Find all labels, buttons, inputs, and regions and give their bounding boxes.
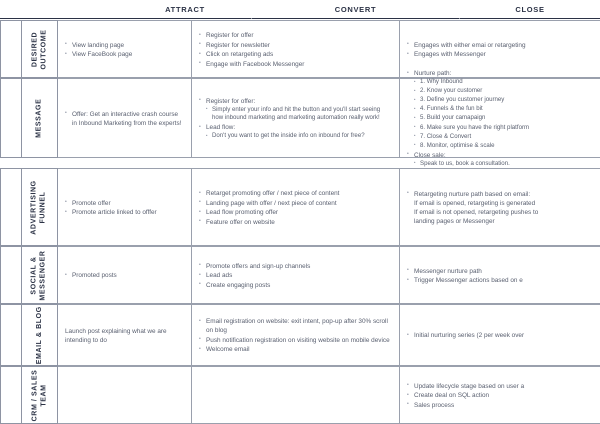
cell-continuation-line: If email is not opened, retargeting pushes to — [414, 209, 539, 217]
cell-email-blog-close — [399, 304, 600, 366]
list-item-text: Nurture path: — [414, 70, 452, 78]
list-item: • Create deal on SQL action — [407, 391, 593, 400]
table-row — [0, 366, 600, 424]
bullet-list — [199, 31, 392, 69]
list-item: • Trigger Messenger actions based on e — [407, 276, 593, 285]
cell-desired-outcome-attract — [58, 20, 191, 78]
list-item — [199, 123, 392, 141]
cell-desired-outcome-convert — [191, 20, 399, 78]
list-item: • Promote offer — [65, 199, 184, 208]
list-item: • 5. Build your camapaign — [414, 114, 593, 123]
row-label-line1: DESIRED — [31, 31, 39, 67]
list-item: • Engages with Messenger — [407, 50, 593, 59]
row-label-line2: FUNNEL — [39, 191, 47, 224]
cell-advertising-funnel-convert — [191, 168, 399, 246]
column-header-close — [459, 0, 600, 19]
column-header-convert-label: CONVERT — [334, 4, 377, 14]
list-item: • Engage with Facebook Messenger — [199, 60, 392, 69]
list-item: • Lead ads — [199, 271, 392, 280]
row-outer-frame-crm-sales-team — [0, 366, 22, 424]
list-item: • Register for offer — [199, 31, 392, 40]
cell-advertising-funnel-attract — [58, 168, 191, 246]
row-label-line1: EMAIL & BLOG — [35, 305, 43, 365]
column-header-convert — [251, 0, 459, 19]
table-row — [0, 246, 600, 304]
bullet-list — [407, 267, 593, 286]
list-item: • Speak to us, book a consultation. — [414, 160, 593, 169]
cell-message-close — [399, 70, 600, 167]
sub-bullet-list — [414, 78, 593, 150]
bullet-list — [199, 317, 392, 355]
list-item: • Email registration on website: exit intent, pop-up after 30% scroll on blog — [199, 317, 392, 335]
bullet-list — [199, 97, 392, 142]
list-item: • Engages with either emai or retargeting — [407, 41, 593, 50]
cell-continuation-line: If email is opened, retargeting is generated — [414, 200, 536, 208]
list-item — [199, 97, 392, 123]
table-row — [0, 168, 600, 246]
list-item: • Create engaging posts — [199, 281, 392, 290]
bullet-list — [199, 189, 392, 227]
bullet-list — [407, 331, 593, 341]
table-row — [0, 304, 600, 366]
list-item: • Landing page with offer / next piece of content — [199, 199, 392, 208]
cell-social-messenger-close — [399, 246, 600, 304]
row-label-line2: OUTCOME — [39, 29, 47, 69]
row-label-line1: MESSAGE — [35, 98, 43, 138]
list-item: • Feature offer on website — [199, 218, 392, 227]
list-item: • Update lifecycle stage based on user a — [407, 382, 593, 391]
row-outer-frame-social-messenger — [0, 246, 22, 304]
list-item: • Sales process — [407, 401, 593, 410]
bullet-list — [65, 271, 184, 281]
row-outer-frame-desired-outcome — [0, 20, 22, 78]
sub-bullet-list — [206, 132, 392, 141]
list-item: • Simply enter your info and hit the button and you'll start seeing how inbound marketing and marketing automation really work! — [206, 106, 392, 123]
row-label-crm-sales-team — [22, 366, 58, 424]
row-outer-frame-message — [0, 78, 22, 158]
row-label-line1: ADVERTISING — [31, 179, 39, 235]
cell-advertising-funnel-close — [399, 168, 600, 246]
list-item — [407, 151, 593, 169]
cell-crm-sales-team-close — [399, 366, 600, 424]
bullet-list — [65, 199, 184, 218]
column-header-attract — [119, 0, 251, 19]
cell-email-blog-attract — [58, 304, 191, 366]
bullet-list — [65, 41, 184, 60]
list-item: • 7. Close & Convert — [414, 133, 593, 142]
table-header-row — [0, 0, 600, 19]
list-item: • Lead flow promoting offer — [199, 208, 392, 217]
cell-plain-text: Launch post explaining what we are intending to do — [65, 328, 167, 344]
row-label-line1: CRM / SALES — [31, 369, 38, 421]
row-label-line1: SOCIAL & — [31, 255, 39, 295]
list-item: • Don't you want to get the inside info on inbound for free? — [206, 132, 392, 141]
row-label-line2: TEAM — [39, 383, 47, 407]
list-item: • Welcome email — [199, 345, 392, 354]
list-item-text: Close sale: — [414, 151, 446, 159]
bullet-list — [65, 110, 184, 129]
row-label-advertising-funnel — [22, 168, 58, 246]
cell-message-convert — [191, 78, 399, 158]
cell-continuation-line: landing pages or Messenger — [414, 218, 495, 226]
row-outer-frame-email-blog — [0, 304, 22, 366]
cell-crm-sales-team-convert — [191, 366, 399, 424]
cell-crm-sales-team-attract — [58, 366, 191, 424]
list-item: • Promoted posts — [65, 271, 184, 280]
list-item: • 6. Make sure you have the right platform — [414, 124, 593, 133]
cell-email-blog-convert — [191, 304, 399, 366]
list-item: • Initial nurturing series (2 per week over — [407, 331, 593, 340]
column-header-close-label: CLOSE — [515, 4, 545, 14]
bullet-list — [407, 41, 593, 60]
list-item: • Retargeting nurture path based on email: — [407, 190, 593, 199]
list-item: • 1. Why Inbound — [414, 78, 593, 87]
header-corner-spacer — [0, 0, 119, 19]
cell-message-attract — [58, 78, 191, 158]
list-item: • 8. Monitor, optimise & scale — [414, 142, 593, 151]
list-item: • Offer: Get an interactive crash course in Inbound Marketing from the experts! — [65, 110, 184, 128]
cell-social-messenger-attract — [58, 246, 191, 304]
list-item: • Messenger nurture path — [407, 267, 593, 276]
list-item-text: Register for offer: — [206, 97, 256, 105]
list-item: • 4. Funnels & the fun bit — [414, 105, 593, 114]
bullet-list — [407, 382, 593, 411]
list-item-text: Lead flow: — [206, 124, 236, 132]
list-item: • Register for newsletter — [199, 41, 392, 50]
list-item: • 3. Define you customer journey — [414, 96, 593, 105]
list-item: • Click on retargeting ads — [199, 50, 392, 59]
row-label-desired-outcome — [22, 20, 58, 78]
table-row — [0, 70, 600, 167]
bullet-list — [407, 69, 593, 169]
list-item: • View landing page — [65, 41, 184, 50]
list-item: • Promote article linked to offfer — [65, 208, 184, 217]
row-label-line2: MESSENGER — [39, 249, 47, 301]
list-item: • 2. Know your customer — [414, 87, 593, 96]
row-label-social-messenger — [22, 246, 58, 304]
list-item: • View FaceBook page — [65, 50, 184, 59]
column-header-attract-label: ATTRACT — [165, 4, 205, 14]
row-label-email-blog — [22, 304, 58, 366]
list-item: • Retarget promoting offer / next piece of content — [199, 189, 392, 198]
list-item: • Push notification registration on visiting website on mobile device — [199, 336, 392, 345]
list-item: • Promote offers and sign-up channels — [199, 262, 392, 271]
cell-social-messenger-convert — [191, 246, 399, 304]
bullet-list — [407, 190, 593, 200]
row-outer-frame-advertising-funnel — [0, 168, 22, 246]
bullet-list — [199, 262, 392, 291]
row-label-message — [22, 78, 58, 158]
list-item — [407, 69, 593, 150]
sub-bullet-list — [206, 106, 392, 123]
